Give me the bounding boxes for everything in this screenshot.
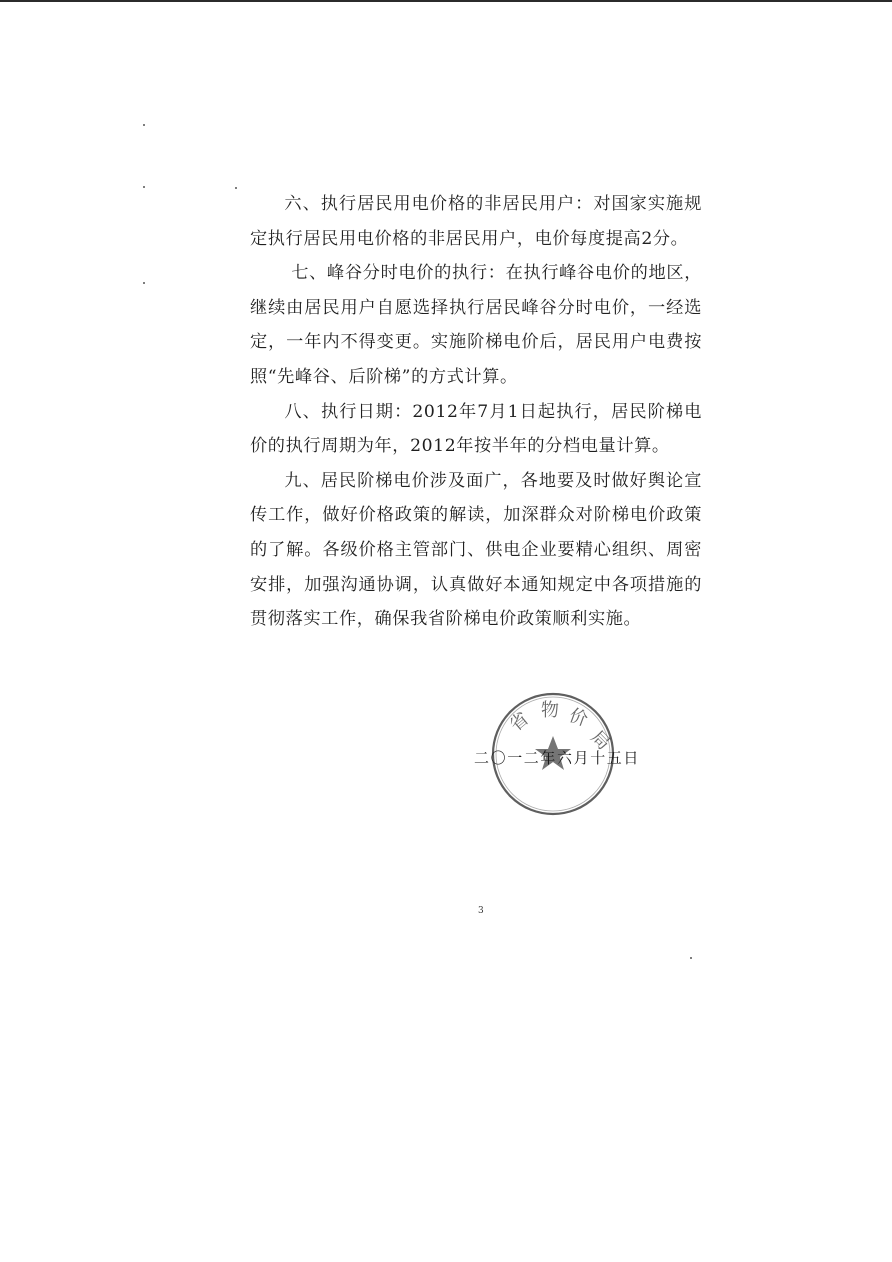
scan-speck: [143, 186, 145, 188]
paragraph-6: 六、执行居民用电价格的非居民用户：对国家实施规定执行居民用电价格的非居民用户，电价每度提高2分。: [250, 194, 702, 249]
scan-speck: [143, 282, 145, 284]
signature-date: 二〇一二年六月十五日: [474, 749, 641, 767]
scan-speck: [143, 124, 145, 126]
scan-top-border: [0, 0, 892, 2]
signature-block: [470, 690, 640, 820]
scan-speck: [690, 957, 692, 959]
svg-text:物: 物: [541, 700, 559, 721]
paragraph-7: 七、峰谷分时电价的执行：在执行峰谷电价的地区，继续由居民用户自愿选择执行居民峰谷分时电价，一经选定，一年内不得变更。实施阶梯电价后，居民用户电费按照“先峰谷、后阶梯”的方式计算。: [250, 263, 702, 387]
paragraph-8: 八、执行日期：2012年7月1日起执行，居民阶梯电价的执行周期为年，2012年按半年的分档电量计算。: [250, 401, 702, 457]
svg-text:局: 局: [586, 726, 615, 755]
page-number: 3: [478, 906, 484, 916]
document-body: [250, 187, 702, 637]
paragraph-9: 九、居民阶梯电价涉及面广，各地要及时做好舆论宣传工作，做好价格政策的解读，加深群众对阶梯电价政策的了解。各级价格主管部门、供电企业要精心组织、周密安排，加强沟通协调，认真做好本通知规定中各项措施的贯彻落实工作，确保我省阶梯电价政策顺利实施。: [250, 470, 702, 630]
scan-speck: [235, 187, 237, 189]
svg-text:价: 价: [566, 704, 591, 731]
svg-text:省: 省: [505, 708, 534, 736]
